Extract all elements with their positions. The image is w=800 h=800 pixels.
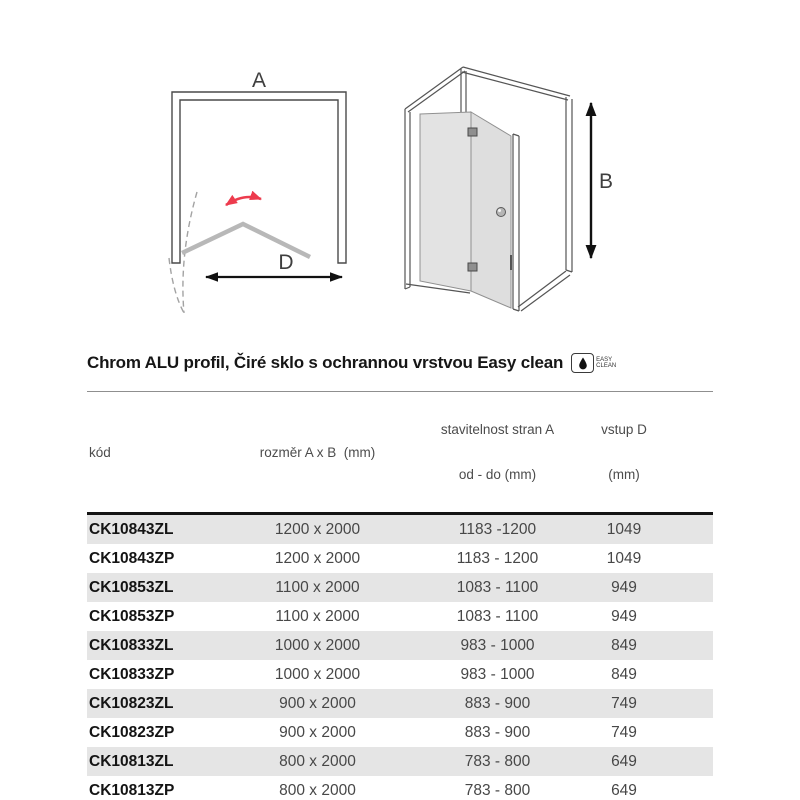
fixed-glass-panel bbox=[420, 112, 471, 291]
front-view-diagram bbox=[140, 55, 370, 325]
swing-arrow bbox=[226, 197, 261, 205]
size-cell: 1200 x 2000 bbox=[274, 520, 361, 538]
size-cell: 800 x 2000 bbox=[279, 752, 356, 770]
entry-cell: 1049 bbox=[606, 549, 642, 567]
hinge-top-icon bbox=[468, 128, 477, 136]
easy-clean-badge-text: EASY CLEAN bbox=[596, 356, 617, 369]
entry-cell: 849 bbox=[611, 636, 637, 654]
adjust-cell: 1083 - 1100 bbox=[456, 578, 539, 596]
perspective-view-diagram bbox=[390, 55, 620, 325]
product-code: CK10843ZP bbox=[89, 549, 175, 567]
entry-cell: 649 bbox=[611, 752, 637, 770]
door-swing-dashed-path bbox=[169, 258, 184, 313]
table-row bbox=[87, 776, 713, 800]
product-code: CK10813ZP bbox=[89, 781, 175, 799]
hinge-bottom-icon bbox=[468, 263, 477, 271]
adjust-cell: 883 - 900 bbox=[464, 694, 531, 712]
size-cell: 1100 x 2000 bbox=[275, 578, 360, 596]
size-cell: 900 x 2000 bbox=[279, 723, 356, 741]
dimension-b-label: B bbox=[599, 170, 614, 193]
page-title: Chrom ALU profil, Čiré sklo s ochrannou vrstvou Easy clean bbox=[87, 353, 564, 372]
product-code: CK10823ZP bbox=[89, 723, 175, 741]
header-adjust: stavitelnost stran A od - do (mm) bbox=[435, 392, 560, 514]
table-row bbox=[87, 631, 713, 660]
door-knob-highlight bbox=[498, 209, 501, 212]
table-row bbox=[87, 718, 713, 747]
entry-cell: 749 bbox=[611, 723, 637, 741]
size-cell: 1200 x 2000 bbox=[274, 549, 361, 567]
entry-cell: 949 bbox=[611, 607, 637, 625]
adjust-cell: 1083 - 1100 bbox=[456, 607, 539, 625]
product-code: CK10853ZP bbox=[89, 607, 175, 625]
door-knob-icon bbox=[497, 208, 506, 217]
frame-outline bbox=[172, 92, 346, 263]
size-cell: 800 x 2000 bbox=[279, 781, 356, 799]
adjust-cell: 783 - 800 bbox=[464, 752, 531, 770]
product-code: CK10833ZP bbox=[89, 665, 175, 683]
table-row bbox=[87, 544, 713, 573]
product-code: CK10843ZL bbox=[89, 520, 174, 538]
header-size: rozměr A x B (mm) bbox=[200, 392, 435, 514]
dimension-d-label: D bbox=[278, 251, 294, 274]
product-code: CK10823ZL bbox=[89, 694, 174, 712]
product-code: CK10813ZL bbox=[89, 752, 174, 770]
droplet-icon bbox=[571, 353, 594, 373]
adjust-cell: 783 - 800 bbox=[464, 781, 531, 799]
entry-cell: 1049 bbox=[606, 520, 642, 538]
size-cell: 1000 x 2000 bbox=[274, 636, 361, 654]
adjust-cell: 1183 -1200 bbox=[458, 520, 537, 538]
adjust-cell: 983 - 1000 bbox=[460, 665, 535, 683]
adjust-cell: 883 - 900 bbox=[464, 723, 531, 741]
entry-cell: 849 bbox=[611, 665, 637, 683]
size-cell: 900 x 2000 bbox=[279, 694, 356, 712]
table-row bbox=[87, 514, 713, 545]
table-row bbox=[87, 689, 713, 718]
header-entry: vstup D (mm) bbox=[560, 392, 713, 514]
table-row bbox=[87, 660, 713, 689]
table-header-row bbox=[87, 392, 713, 514]
entry-cell: 649 bbox=[611, 781, 637, 799]
title-row bbox=[87, 353, 616, 373]
table-row bbox=[87, 602, 713, 631]
table-row bbox=[87, 573, 713, 602]
size-cell: 1000 x 2000 bbox=[274, 665, 361, 683]
adjust-cell: 1183 - 1200 bbox=[456, 549, 539, 567]
dimension-a-label: A bbox=[251, 69, 267, 92]
table-row bbox=[87, 747, 713, 776]
size-cell: 1100 x 2000 bbox=[275, 607, 360, 625]
adjust-cell: 983 - 1000 bbox=[460, 636, 535, 654]
entry-cell: 949 bbox=[611, 578, 637, 596]
spec-table bbox=[87, 391, 713, 800]
entry-cell: 749 bbox=[611, 694, 637, 712]
product-code: CK10833ZL bbox=[89, 636, 174, 654]
header-code: kód bbox=[87, 392, 200, 514]
product-code: CK10853ZL bbox=[89, 578, 174, 596]
easy-clean-badge bbox=[571, 353, 616, 373]
